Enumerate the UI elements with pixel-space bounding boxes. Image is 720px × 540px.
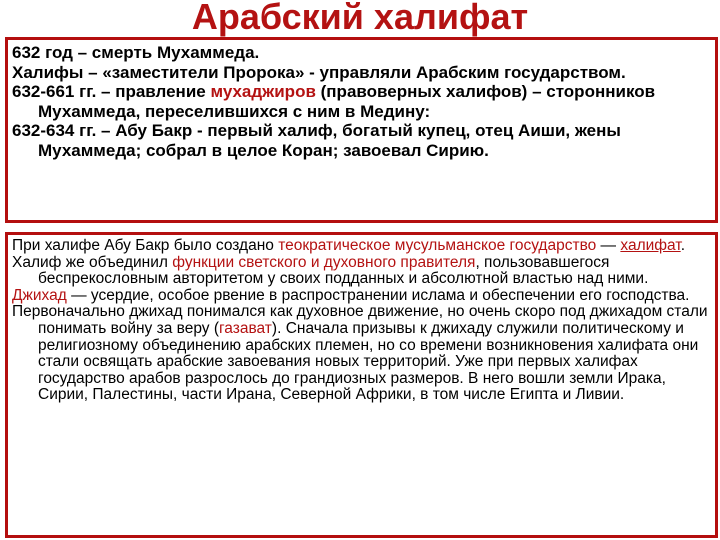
text-segment: (правоверных халифов) – сторонников Мухаммеда, переселившихся с ним в Медину: <box>38 82 656 121</box>
text-segment: , пользовавшегося беспрекословным авторитетом у своих подданных и абсолютной властью над ними. <box>38 253 649 288</box>
term-jihad: Джихад <box>12 286 67 304</box>
term-muhajirs: мухаджиров <box>210 82 316 101</box>
text-segment: — усердие, особое рвение в распространении ислама и обеспечении его господства. <box>66 286 690 304</box>
paragraph-theocratic-state <box>12 238 711 255</box>
text-segment: 632-661 гг. – правление <box>12 82 211 101</box>
paragraph-muhajirs <box>12 82 711 121</box>
paragraph-abu-bakr: 632-634 гг. – Абу Бакр - первый халиф, богатый купец, отец Аиши, жены Мухаммеда; собрал в целое Коран; завоевал Сирию. <box>12 121 621 160</box>
slide-title: Арабский халифат <box>191 0 529 37</box>
text-segment: ). Сначала призывы к джихаду служили политическому и религиозному объединению арабских племен, но со времени возникновения халифата они стали освящать арабские завоевания новых территорий. Уже при первых халифах государство арабов разрослось до грандиозных размеров. В него вошли земли Ирака, Сирии, Палестины, части Ирана, Северной Африки, в том числе Египта и Ливии. <box>38 319 699 404</box>
term-functions: функции светского и духовного правителя <box>172 253 476 271</box>
summary-box <box>5 37 718 223</box>
text-segment: . <box>680 237 685 254</box>
term-gazavat: газават <box>218 319 272 337</box>
paragraph-jihad <box>12 288 711 305</box>
paragraph-caliph-functions <box>12 255 711 288</box>
term-caliphate: халифат <box>620 237 681 254</box>
text-segment: Первоначально джихад понимался как духовное движение, но очень скоро под джихадом стали понимать войну за веру ( <box>12 303 708 337</box>
details-box <box>5 232 718 538</box>
text-segment: При халифе Абу Бакр было создано <box>12 237 279 254</box>
paragraph-jihad-history <box>12 304 711 404</box>
text-segment: Халиф же объединил <box>12 253 173 271</box>
paragraph-death: 632 год – смерть Мухаммеда. <box>12 43 260 62</box>
text-segment: — <box>596 237 621 254</box>
term-theocratic-state: теократическое мусульманское государство <box>278 237 597 254</box>
paragraph-caliphs: Халифы – «заместители Пророка» - управляли Арабским государством. <box>12 62 626 82</box>
